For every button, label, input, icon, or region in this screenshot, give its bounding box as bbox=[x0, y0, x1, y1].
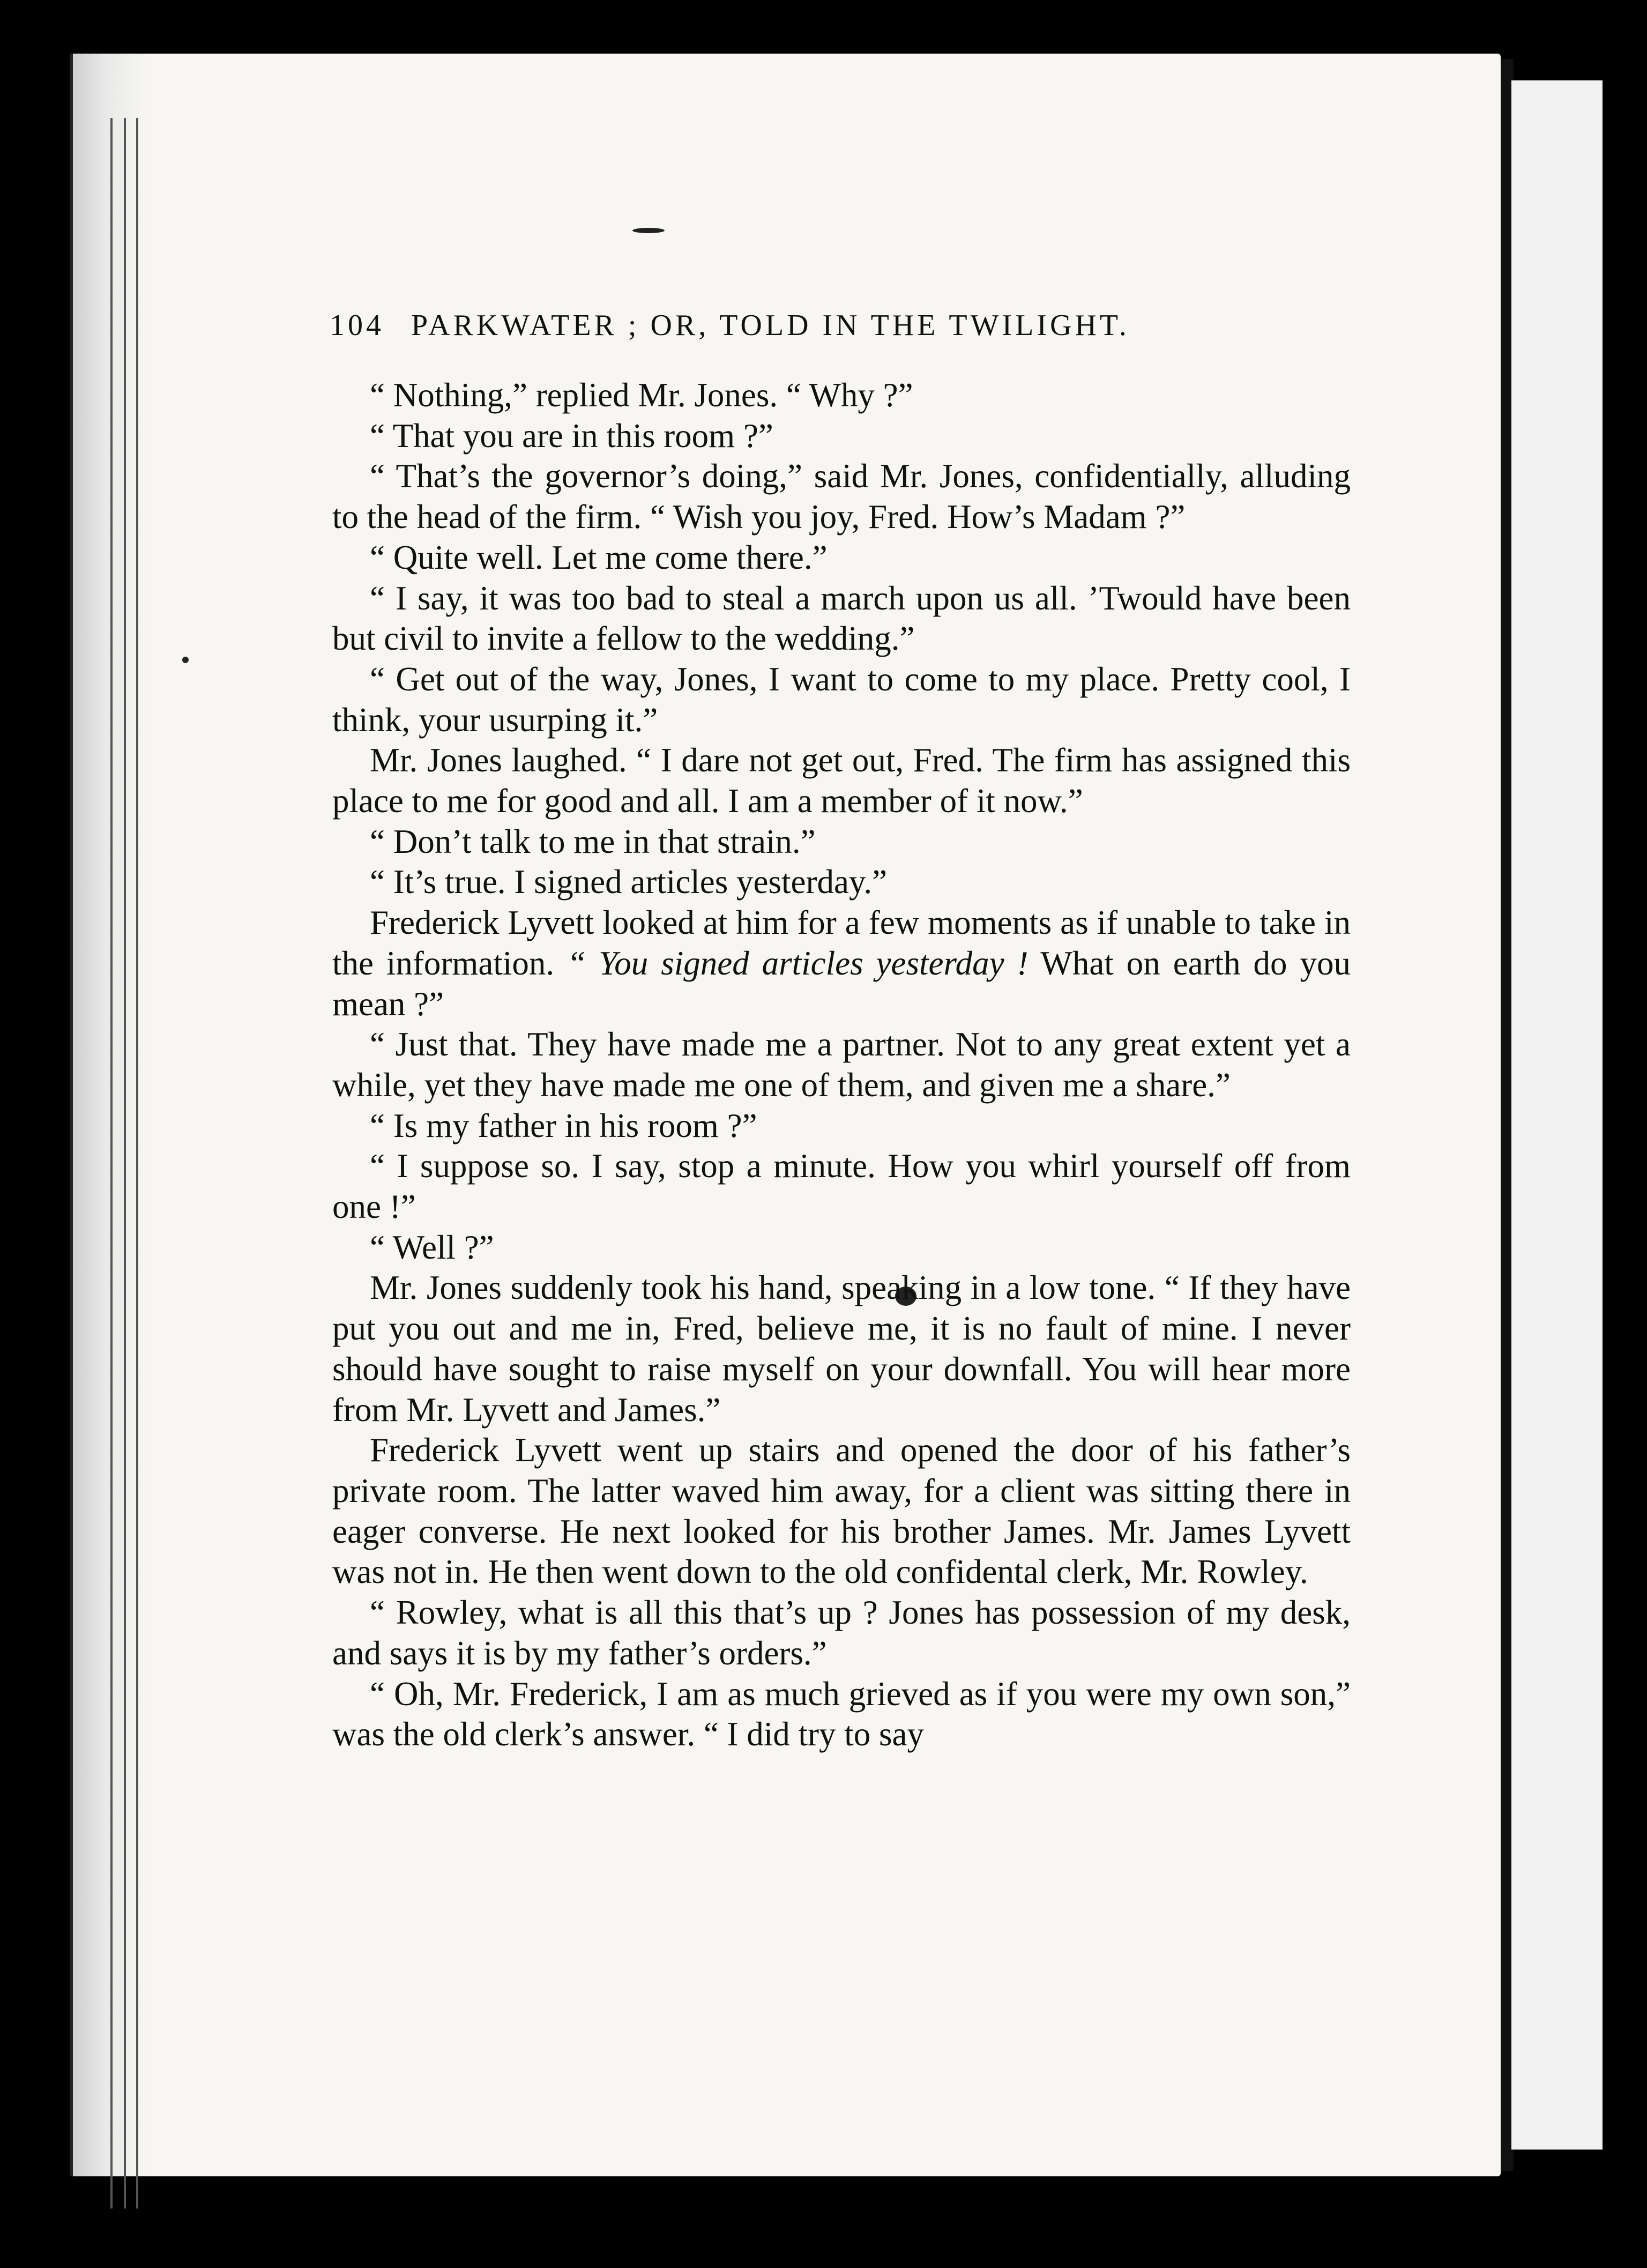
paragraph: “ Get out of the way, Jones, I want to come to my place. Pretty cool, I think, your usurping it.” bbox=[332, 660, 1351, 739]
paragraph: “ That’s the governor’s doing,” said Mr. Jones, confidentially, alluding to the head of the firm. “ Wish you joy, Fred. How’s Madam ?” bbox=[332, 457, 1351, 536]
paragraph: Mr. Jones laughed. “ I dare not get out, Fred. The firm has assigned this place to me for good and all. I am a member of it now.” bbox=[332, 741, 1351, 820]
next-page-strip bbox=[1511, 80, 1603, 2150]
paragraph: “ Don’t talk to me in that strain.” bbox=[370, 822, 816, 860]
paragraph: “ It’s true. I signed articles yesterday.” bbox=[370, 863, 888, 901]
paragraph-text: What on earth do you mean ?” bbox=[332, 944, 1351, 1023]
paragraph: “ Is my father in his room ?” bbox=[370, 1106, 757, 1144]
paragraph: “ That you are in this room ?” bbox=[370, 417, 773, 455]
paragraph: Frederick Lyvett went up stairs and opened the door of his father’s private room. The latter waved him away, for a client was sitting there in eager converse. He next looked for his brother James. Mr. James Lyvett was not in. He then went down to the old confidental clerk, Mr. Rowley. bbox=[332, 1431, 1351, 1591]
page-number: 104 bbox=[330, 309, 384, 342]
ink-speck bbox=[182, 657, 189, 663]
gutter-line bbox=[136, 118, 138, 2208]
italic-quote: “ You signed articles yesterday ! bbox=[567, 944, 1029, 982]
paragraph: “ Oh, Mr. Frederick, I am as much grieved as if you were my own son,” was the old clerk’s answer. “ I did try to say bbox=[332, 1675, 1351, 1753]
paragraph: “ Rowley, what is all this that’s up ? Jones has possession of my desk, and says it is by my father’s orders.” bbox=[332, 1594, 1351, 1672]
paragraph bbox=[332, 903, 1351, 1024]
paragraph: “ Quite well. Let me come there.” bbox=[370, 538, 828, 576]
running-title: PARKWATER ; OR, TOLD IN THE TWILIGHT. bbox=[411, 309, 1130, 342]
paragraph: “ Well ?” bbox=[370, 1228, 494, 1266]
ink-speck bbox=[632, 228, 665, 233]
gutter-line bbox=[110, 118, 113, 2208]
paragraph: “ Just that. They have made me a partner. Not to any great extent yet a while, yet they have made me one of them, and given me a share.” bbox=[332, 1025, 1351, 1104]
running-header bbox=[330, 308, 1359, 343]
paragraph-text: Frederick Lyvett looked at him for a few moments as if unable to take in the information. bbox=[332, 904, 1351, 982]
gutter-line bbox=[124, 118, 126, 2208]
paragraph: “ I suppose so. I say, stop a minute. How you whirl yourself off from one !” bbox=[332, 1147, 1351, 1226]
body-text bbox=[332, 375, 1351, 1755]
page-gutter bbox=[70, 54, 148, 2176]
paragraph: “ I say, it was too bad to steal a march upon us all. ’Twould have been but civil to invite a fellow to the wedding.” bbox=[332, 579, 1351, 658]
paragraph: “ Nothing,” replied Mr. Jones. “ Why ?” bbox=[370, 376, 913, 414]
paragraph: Mr. Jones suddenly took his hand, speaking in a low tone. “ If they have put you out and me in, Fred, believe me, it is no fault of mine. I never should have sought to raise myself on your downfall. You will hear more from Mr. Lyvett and James.” bbox=[332, 1269, 1351, 1429]
